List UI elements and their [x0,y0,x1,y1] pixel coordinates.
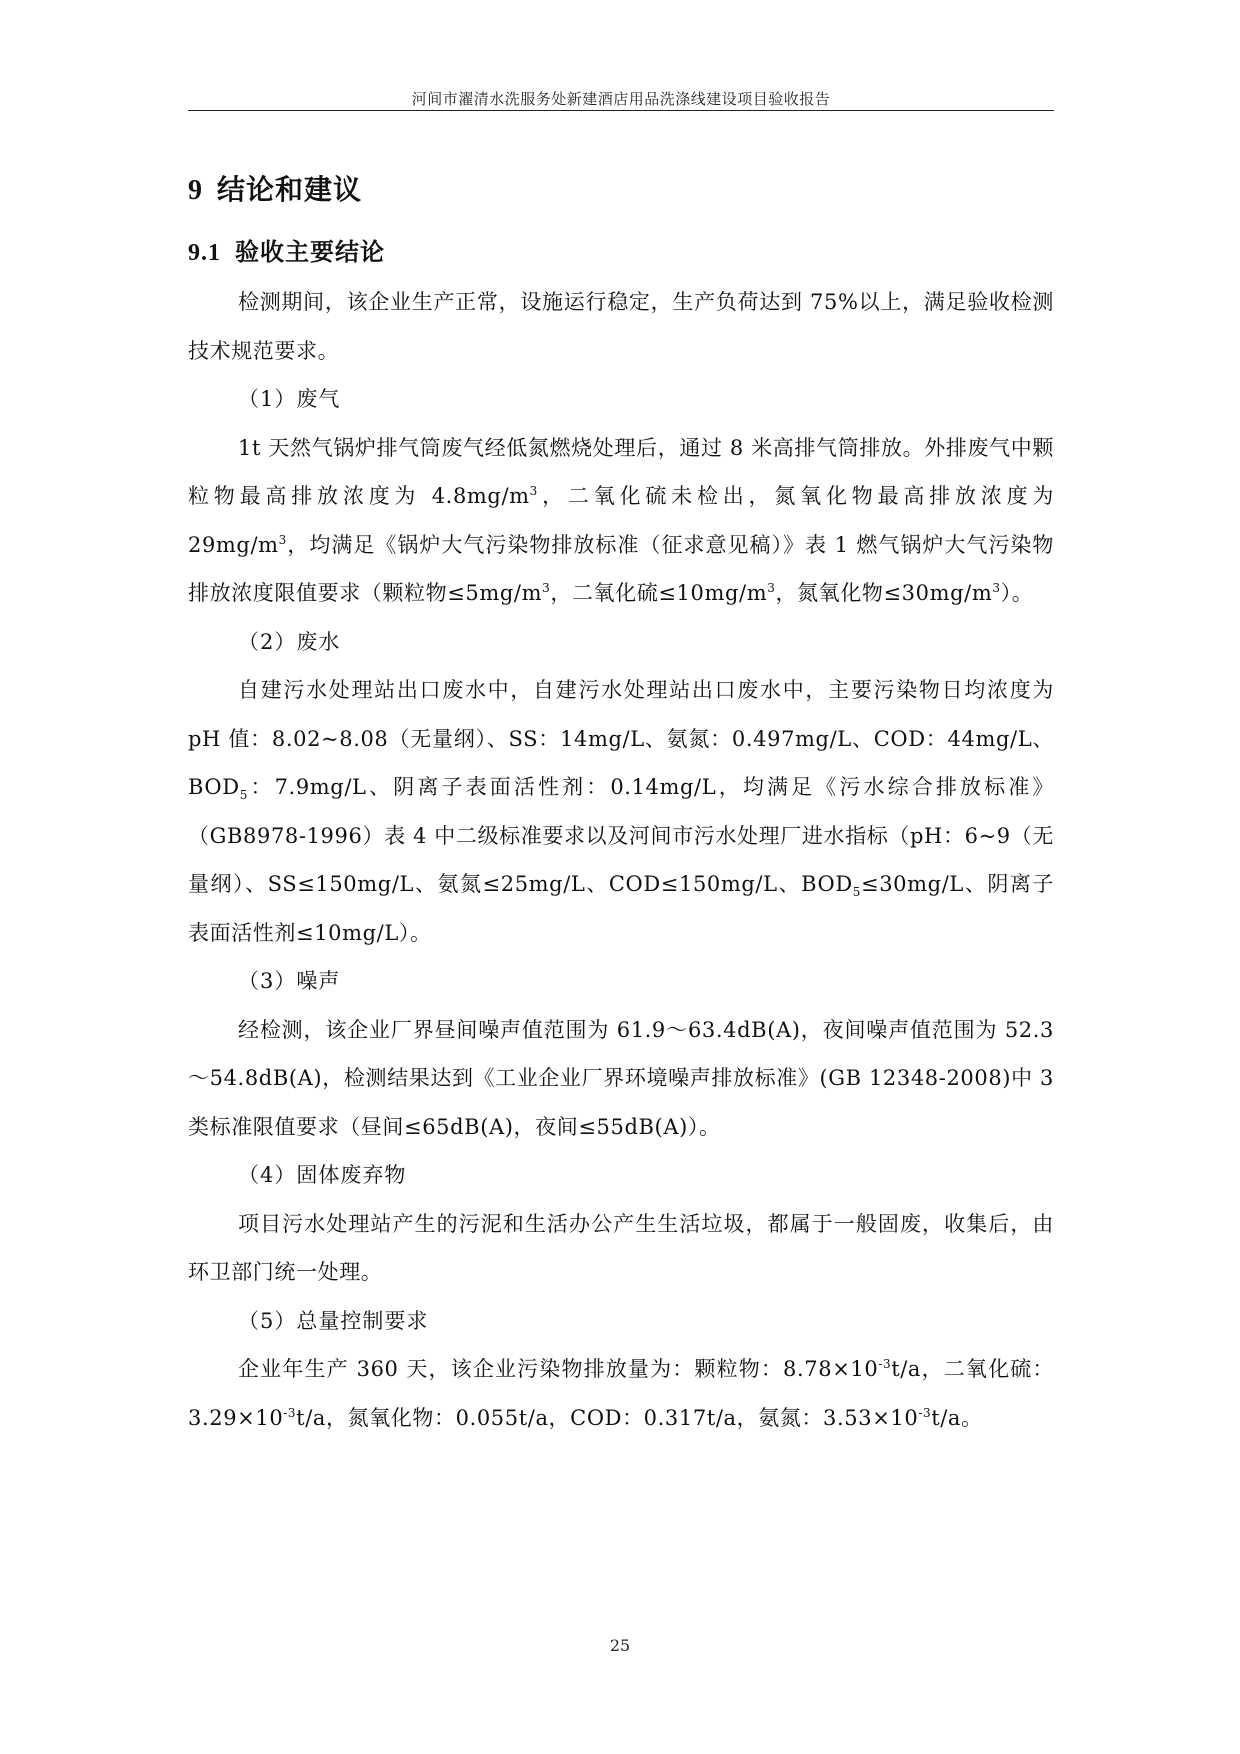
item-body-solid-waste: 项目污水处理站产生的污泥和生活办公产生生活垃圾，都属于一般固废，收集后，由环卫部门统一处理。 [188,1211,1054,1284]
item-heading-waste-gas: （1）废气 [238,387,341,411]
section-heading [188,164,1054,216]
section-number: 9 [188,175,203,206]
intro-paragraph: 检测期间，该企业生产正常，设施运行稳定，生产负荷达到 75%以上，满足验收检测技术规范要求。 [188,290,1054,363]
item-heading-total-control: （5）总量控制要求 [238,1308,429,1333]
subsection-number: 9.1 [188,240,221,266]
subsection-heading [188,226,1054,278]
header-divider [188,110,1054,111]
running-header: 河间市濯清水洗服务处新建酒店用品洗涤线建设项目验收报告 [411,90,831,108]
item-body-waste-gas: 1t 天然气锅炉排气筒废气经低氮燃烧处理后，通过 8 米高排气筒排放。外排废气中颗粒物最高排放浓度为 $4.8mg/m^3$，二氧化硫未检出，氮氧化物最高排放浓度为 $29mg/m^3$，均满足《锅炉大气污染物排放标准（征求意见稿）》表 1 燃气锅炉大气污染物排放浓度限值要求（颗粒物$\le 5mg/m^3$，二氧化硫$\le 10mg/m^3$，氮氧化物$\le 30mg/m^3$）。 [188,435,1055,605]
item-heading-solid-waste: （4）固体废弃物 [238,1163,407,1187]
item-heading-noise: （3）噪声 [238,969,341,993]
subsection-title: 验收主要结论 [235,238,385,266]
item-body-noise: 经检测，该企业厂界昼间噪声值范围为 61.9～63.4dB(A)，夜间噪声值范围为 52.3～54.8dB(A)，检测结果达到《工业企业厂界环境噪声排放标准》(GB 12348-2008)中 3 类标准限值要求（昼间≤65dB(A)，夜间≤55dB(A)）。 [188,1017,1054,1139]
section-title: 结论和建议 [217,173,363,206]
item-body-waste-water: 自建污水处理站出口废水中，自建污水处理站出口废水中，主要污染物日均浓度为 pH 值：8.02~8.08（无量纲）、SS：14mg/L、氨氮：0.497mg/L、COD：44mg/L、$BOD_5$：7.9mg/L、阴离子表面活性剂：0.14mg/L，均满足《污水综合排放标准》（GB8978-1996）表 4 中二级标准要求以及河间市污水处理厂进水指标（pH：6~9（无量纲）、SS≤150mg/L、氨氮≤25mg/L、COD≤150mg/L、$BOD_5\le 30mg/L$、阴离子表面活性剂≤10mg/L）。 [188,678,1054,945]
item-heading-waste-water: （2）废水 [238,629,341,654]
item-body-total-control: 企业年生产 360 天，该企业污染物排放量为：颗粒物：$8.78\times 10^{-3}t/a$，二氧化硫：$3.29\times 10^{-3}t/a$，氮氧化物：0.055t/a，COD：0.317t/a，氨氮：$3.53\times 10^{-3}t/a$。 [188,1357,1055,1430]
page-number: 25 [609,1636,631,1655]
page-content [188,150,1054,1442]
